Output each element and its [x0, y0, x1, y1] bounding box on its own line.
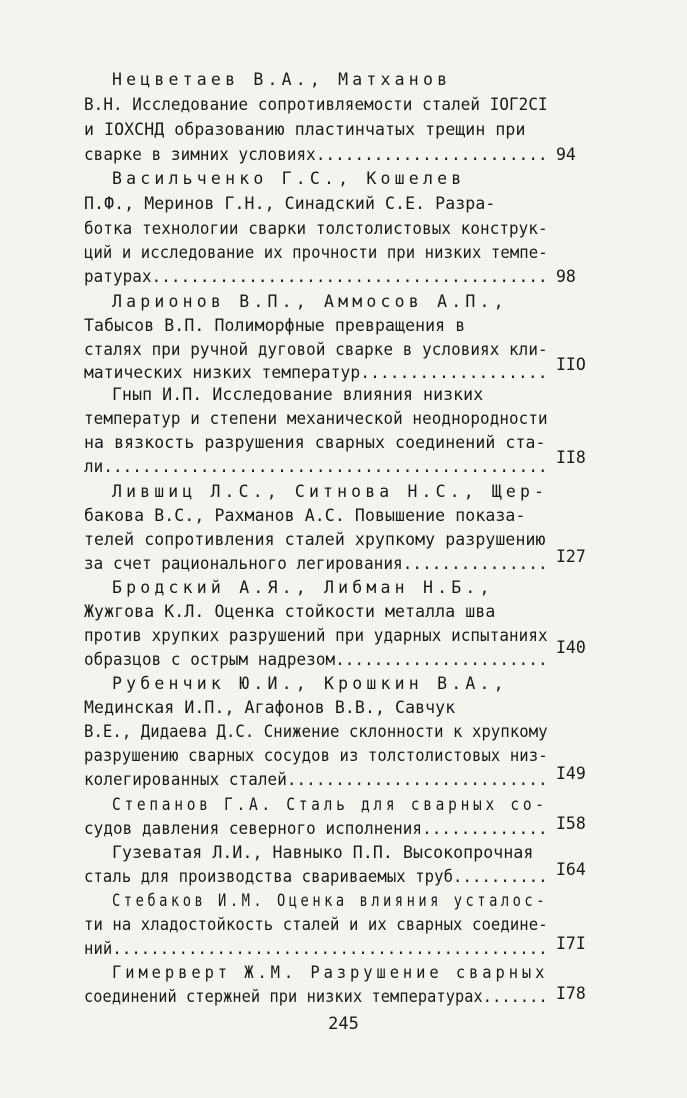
toc-entry-line: на вязкость разрушения сварных соединений ста- — [84, 433, 546, 452]
toc-page-number: I58 — [556, 814, 586, 833]
toc-page-number: I49 — [556, 764, 586, 783]
toc-entry-line: Лившиц Л.С., Ситнова Н.С., Щер- — [112, 482, 549, 501]
toc-entry-line: ботка технологии сварки толстолистовых конструк- — [84, 219, 548, 238]
toc-entry-line: Табысов В.П. Полиморфные превращения в — [84, 316, 466, 335]
toc-page-number: II8 — [556, 448, 586, 467]
toc-page-number: I27 — [556, 547, 586, 566]
toc-entry-line: Гнып И.П. Исследование влияния низких — [112, 385, 484, 404]
toc-entry-line: бакова В.С., Рахманов А.С. Повышение показа- — [84, 506, 526, 525]
toc-entry-line: Нецветаев В.А., Матханов — [112, 70, 452, 89]
toc-entry-line: и IОХСНД образованию пластинчатых трещин при — [84, 120, 526, 139]
toc-entry-line: Ларионов В.П., Аммосов А.П., — [112, 292, 508, 311]
toc-entry-line: ти на хладостойкость сталей и их сварных соедине- — [84, 915, 548, 934]
toc-entry-line: Мединская И.П., Агафонов В.В., Савчук — [84, 698, 456, 717]
toc-entry-line: сталях при ручной дуговой сварке в условиях кли- — [84, 340, 548, 359]
toc-entry-line: Васильченко Г.С., Кошелев — [112, 169, 466, 188]
toc-entry-line: сталь для производства свариваемых труб.......... — [84, 867, 548, 886]
page-number-footer: 245 — [328, 1014, 359, 1034]
toc-page-number: 98 — [556, 267, 576, 286]
toc-entry-line: ратурах......................................... — [84, 267, 548, 286]
toc-entry-line: температур и степени механической неоднородности — [84, 409, 548, 428]
toc-entry-line: ций и исследование их прочности при низких темпе- — [84, 243, 548, 262]
toc-entry-line: Стебаков И.М. Оценка влияния усталос- — [112, 891, 548, 910]
toc-page-number: I40 — [556, 638, 586, 657]
toc-entry-line: колегированных сталей........................... — [84, 770, 548, 789]
toc-entry-line: разрушению сварных сосудов из толстолистовых низ- — [84, 746, 548, 765]
toc-entry-line: Гимерверт Ж.М. Разрушение сварных — [112, 963, 549, 982]
toc-entry-line: Степанов Г.А. Сталь для сварных со- — [112, 795, 548, 814]
toc-entry-line: В.Е., Дидаева Д.С. Снижение склонности к хрупкому — [84, 722, 548, 741]
toc-entry-line: соединений стержней при низких температурах....... — [84, 987, 548, 1006]
toc-page-number: I78 — [556, 984, 586, 1003]
toc-page-number: IIO — [556, 355, 586, 374]
toc-page-number: I64 — [556, 860, 586, 879]
toc-entry-line: матических низких температур................... — [84, 363, 548, 382]
toc-entry-line: против хрупких разрушений при ударных испытаниях — [84, 626, 548, 645]
toc-page-number: I7I — [556, 934, 586, 953]
toc-entry-line: образцов с острым надрезом...................... — [84, 650, 548, 669]
toc-entry-line: Гузеватая Л.И., Навныко П.П. Высокопрочная — [112, 843, 534, 862]
toc-entry-line: В.Н. Исследование сопротивляемости сталей IОГ2СI — [84, 95, 548, 114]
toc-entry-line: за счет рационального легирования............... — [84, 554, 548, 573]
toc-entry-line: сварке в зимних условиях........................ — [84, 145, 548, 164]
toc-entry-line: ли.............................................. — [84, 457, 548, 476]
toc-entry-line: Бродский А.Я., Либман Н.Б., — [112, 578, 494, 597]
toc-entry-line: Рубенчик Ю.И., Крошкин В.А., — [112, 674, 508, 693]
toc-entry-line: телей сопротивления сталей хрупкому разрушению — [84, 530, 546, 549]
toc-entry-line: Жужгова К.Л. Оценка стойкости металла шва — [84, 602, 496, 621]
toc-entry-line: судов давления северного исполнения............. — [84, 819, 548, 838]
toc-entry-line: П.Ф., Меринов Г.Н., Синадский С.Е. Разра- — [84, 194, 496, 213]
toc-entry-line: ний.............................................. — [84, 939, 548, 958]
toc-page-number: 94 — [556, 145, 576, 164]
